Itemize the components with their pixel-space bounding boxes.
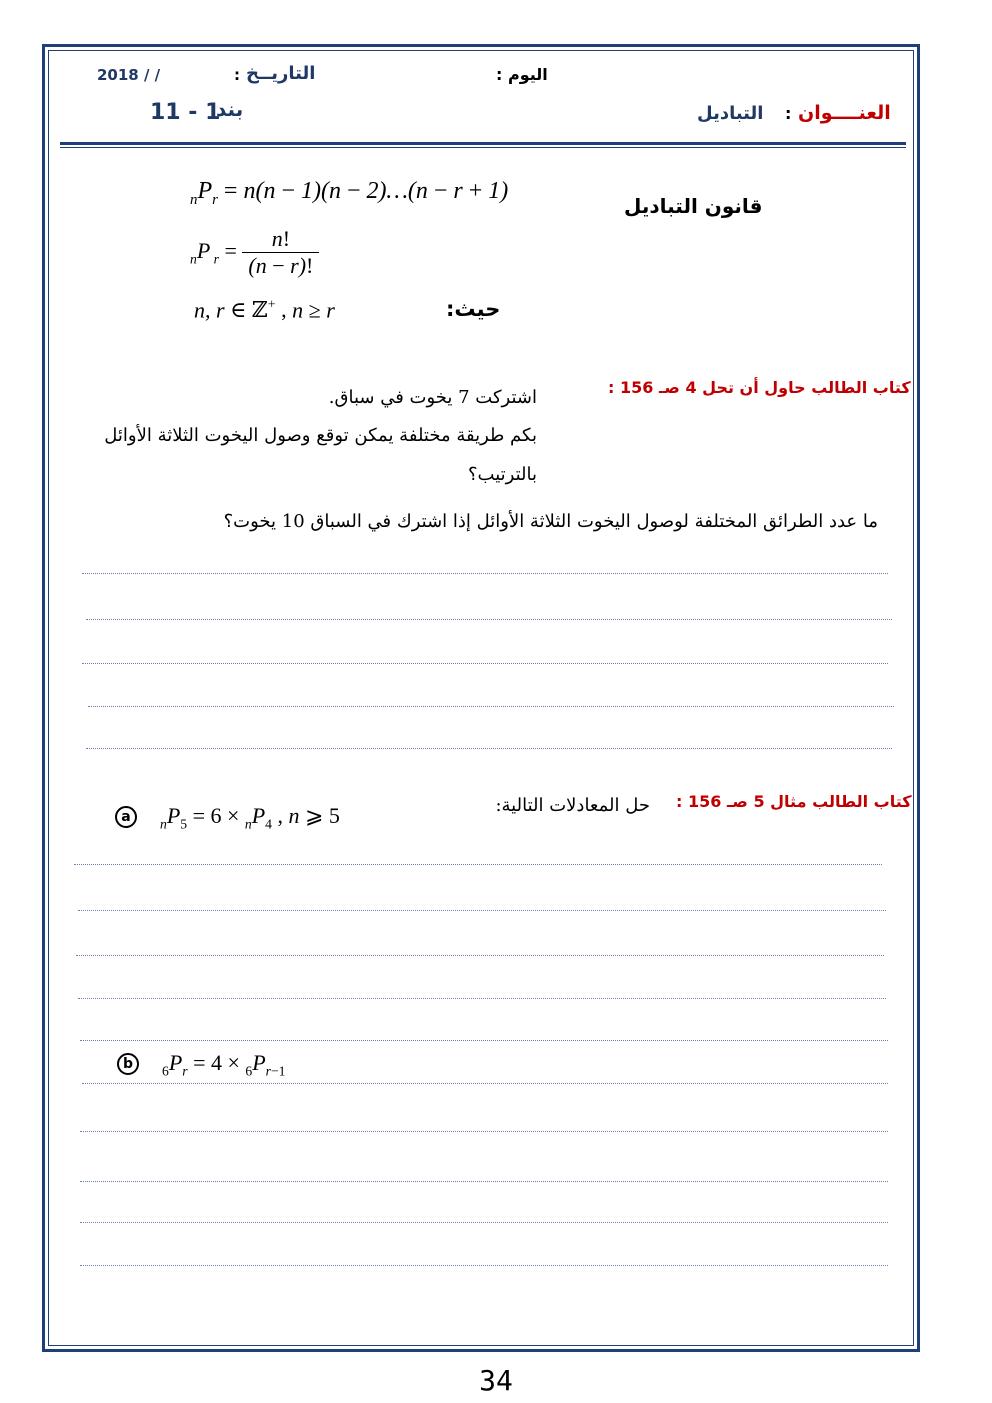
- answer-line[interactable]: [78, 910, 886, 911]
- formula-product: $_nP_r = n(n - 1)(n$ − 2)…(n − r + 1): [190, 178, 509, 208]
- answer-line[interactable]: [78, 998, 886, 999]
- answer-line[interactable]: [80, 1181, 888, 1182]
- example1-line3: بالترتيب؟: [467, 464, 537, 485]
- example1-ref: كتاب الطالب حاول أن تحل 4 صـ 156 :: [608, 378, 911, 397]
- title-label: العنــــوان: [798, 102, 891, 124]
- page-border-inner: [48, 50, 914, 1346]
- page-number: 34: [479, 1364, 513, 1397]
- equation-b: $_6P_r = 4 \times _6P_{r-1}$: [162, 1050, 286, 1079]
- example1-line2: بكم طريقة مختلفة يمكن توقع وصول اليخوت الثلاثة الأوائل: [104, 425, 537, 446]
- answer-line[interactable]: [80, 1265, 888, 1266]
- answer-line[interactable]: [76, 955, 884, 956]
- label-b-circle: b: [117, 1053, 139, 1075]
- answer-line[interactable]: [80, 1131, 888, 1132]
- header-divider: [60, 142, 906, 145]
- header-divider-thin: [60, 147, 906, 148]
- example2-ref: كتاب الطالب مثال 5 صـ 156 :: [676, 792, 912, 811]
- equation-a: $_nP_5 = 6 \times _nP_4$ , n ⩾ 5: [160, 803, 340, 832]
- where-label: حيث:: [446, 297, 501, 321]
- title-colon: :: [785, 104, 792, 123]
- label-a-circle: a: [115, 806, 137, 828]
- date-colon: :: [234, 66, 240, 84]
- example1-line1: اشتركت 7 يخوت في سباق.: [328, 387, 537, 408]
- date-value: 2018 / /: [97, 66, 161, 84]
- answer-line[interactable]: [82, 573, 888, 574]
- day-label: اليوم :: [496, 65, 548, 84]
- date-label: التاريــخ: [246, 63, 316, 84]
- section-value: 11 - 1: [150, 100, 221, 125]
- law-title: قانون التباديل: [624, 194, 763, 218]
- answer-line[interactable]: [80, 1222, 888, 1223]
- section-label: بند: [216, 97, 244, 121]
- title-value: التباديل: [697, 103, 764, 124]
- formula-conditions: n, r ∈ ℤ+ , n ≥ r: [194, 297, 335, 323]
- answer-line[interactable]: [86, 748, 892, 749]
- answer-line[interactable]: [82, 1083, 888, 1084]
- example2-instruction: حل المعادلات التالية:: [495, 795, 650, 816]
- answer-line[interactable]: [74, 864, 882, 865]
- answer-line[interactable]: [80, 1040, 888, 1041]
- formula-factorial: $_n$P $_r$ = $\frac{n!}{(n - r)!}$: [190, 226, 319, 279]
- example1-question: ما عدد الطرائق المختلفة لوصول اليخوت الثلاثة الأوائل إذا اشترك في السباق 10 يخوت؟: [223, 511, 878, 532]
- answer-line[interactable]: [88, 706, 894, 707]
- answer-line[interactable]: [86, 619, 892, 620]
- answer-line[interactable]: [82, 663, 888, 664]
